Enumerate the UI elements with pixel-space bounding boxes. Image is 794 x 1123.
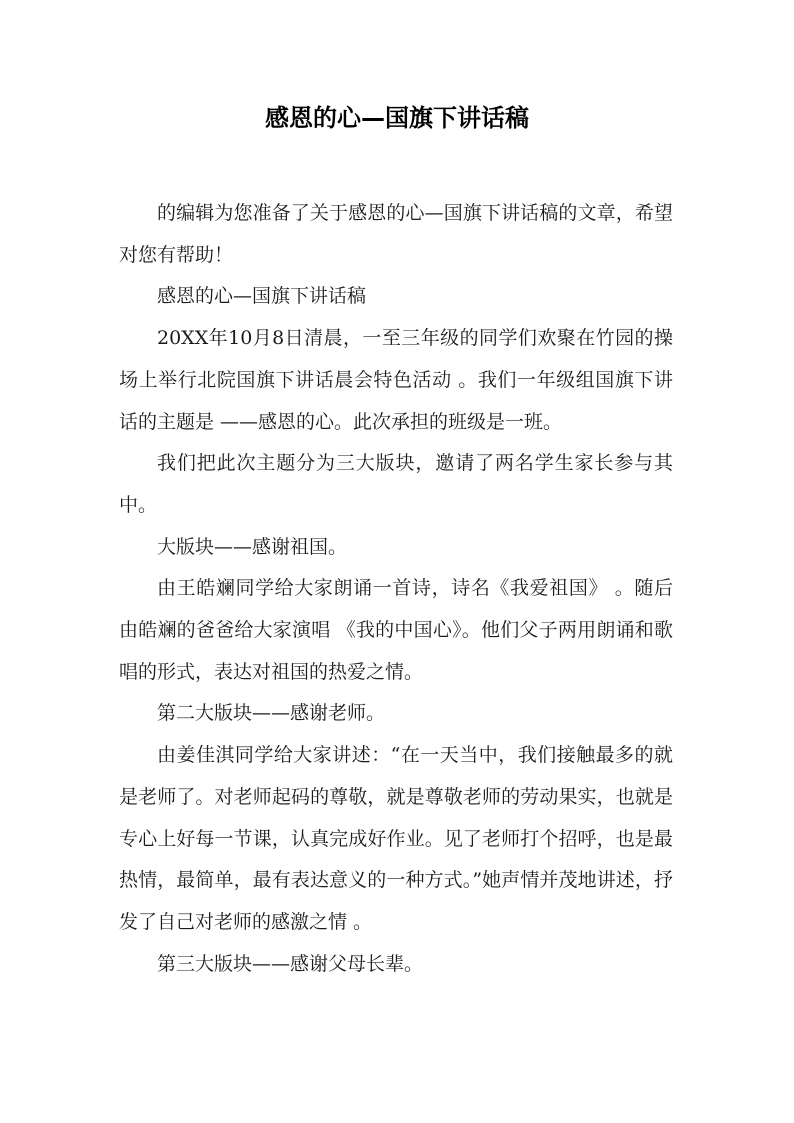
intro-paragraph: 的编辑为您准备了关于感恩的心—国旗下讲话稿的文章，希望对您有帮助！	[119, 202, 673, 266]
section-one-paragraph: 由王皓斓同学给大家朗诵一首诗，诗名《我爱祖国》 。随后由皓斓的爸爸给大家演唱 《我的中国心》。他们父子两用朗诵和歌唱的形式，表达对祖国的热爱之情。	[119, 577, 673, 683]
section-two-paragraph: 由姜佳淇同学给大家讲述：“在一天当中，我们接触最多的就是老师了。对老师起码的尊敬，就是尊敬老师的劳动果实，也就是专心上好每一节课，认真完成好作业。见了老师打个招呼，也是最热情，最简单，最有表达意义的一种方式。”她声情并茂地讲述，抒发了自己对老师的感激之情 。	[119, 744, 673, 933]
subtitle-paragraph: 感恩的心—国旗下讲话稿	[157, 285, 367, 308]
section-three-heading: 第三大版块——感谢父母长辈。	[157, 952, 424, 975]
document-body	[119, 193, 673, 985]
event-paragraph: 20XX年10月8日清晨，一至三年级的同学们欢聚在竹园的操场上举行北院国旗下讲话晨会特色活动 。我们一年级组国旗下讲话的主题是 ——感恩的心。此次承担的班级是一班。	[119, 327, 673, 433]
document-title: 感恩的心—国旗下讲话稿	[265, 104, 529, 132]
section-one-heading: 大版块——感谢祖国。	[157, 535, 348, 558]
section-two-heading: 第二大版块——感谢老师。	[157, 702, 386, 725]
sections-overview-paragraph: 我们把此次主题分为三大版块，邀请了两名学生家长参与其中。	[119, 452, 673, 516]
